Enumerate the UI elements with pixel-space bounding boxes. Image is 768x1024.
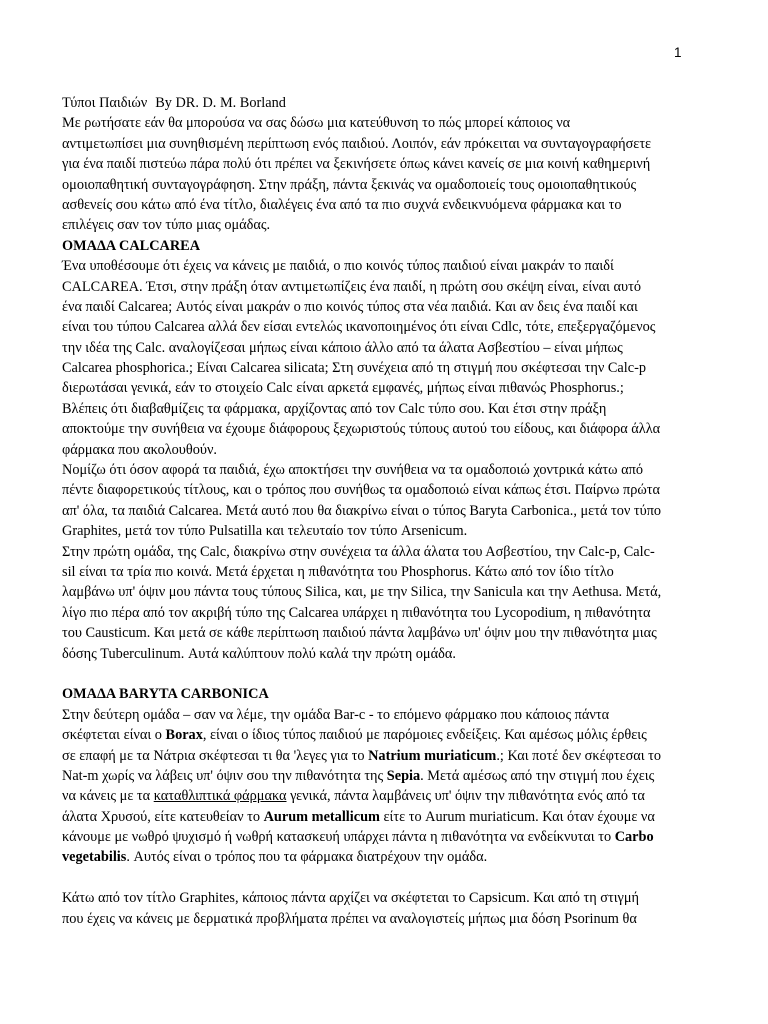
baryta-line: Nat-m χωρίς να λάβεις υπ' όψιν σου την πιθανότητα της Sepia. Μετά αμέσως από την στιγμή που έχεις <box>62 767 655 784</box>
calcarea-line: δόσης Tuberculinum. Αυτά καλύπτουν πολύ καλά την πρώτη ομάδα. <box>62 645 456 662</box>
baryta-line: να κάνεις με τα καταθλιπτικά φάρμακα γενικά, πάντα λαμβάνεις υπ' όψιν την πιθανότητα ενός από τα <box>62 788 645 805</box>
paragraph-gap <box>62 868 708 888</box>
calcarea-line: την ιδέα της Calc. αναλογίζεσαι μήπως είναι κάποιο άλλο από τα άλατα Ασβεστίου – είναι μήπως <box>62 339 623 356</box>
calcarea-heading: ΟΜΑΔΑ CALCAREA <box>62 237 201 254</box>
calcarea-line: sil είναι τα τρία πιο κοινά. Μετά έρχεται η πιθανότητα του Phosphorus. Κάτω από τον ίδιο τίτλο <box>62 563 614 580</box>
title-line <box>62 93 708 113</box>
calcarea-line: λίγο πιο πέρα από τον ακριβή τύπο της Calcarea υπάρχει η πιθανότητα του Lycopodium, η πιθανότητα <box>62 604 651 621</box>
intro-line: για ένα παιδί πιστεύω πάρα πολύ ότι πρέπει να ξεκινήσετε όπως κάνει κανείς σε μια κοινή καθημερινή <box>62 156 651 173</box>
calcarea-line: Στην πρώτη ομάδα, της Calc, διακρίνω στην συνέχεια τα άλλα άλατα του Ασβεστίου, την Calc-p, Calc- <box>62 543 655 560</box>
document-author: By DR. D. M. Borland <box>155 95 286 111</box>
intro-line: αντιμετωπίσει μια συνηθισμένη περίπτωση ενός παιδιού. Λοιπόν, εάν πρόκειται να συνταγογραφήσετε <box>62 135 652 152</box>
page-number: 1 <box>674 45 682 60</box>
baryta-heading: ΟΜΑΔΑ BARYTA CARBONICA <box>62 686 269 703</box>
baryta-line: σκέφτεται είναι ο Borax, είναι ο ίδιος τύπος παιδιού με παρόμοιες ενδείξεις. Και αμέσως μόλις έρθεις <box>62 727 647 744</box>
calcarea-line: αποκτούμε την συνήθεια να έχουμε διάφορους ξεχωριστούς τύπους αυτού του είδους, και διάφορα άλλα <box>62 421 661 438</box>
graphites-line: Κάτω από τον τίτλο Graphites, κάποιος πάντα αρχίζει να σκέφτεται το Capsicum. Και από τη στιγμή <box>62 890 639 907</box>
calcarea-line: ένα παιδί Calcarea; Αυτός είναι μακράν ο πιο κοινός τύπος στα νέα παιδιά. Και αν δεις ένα παιδί και <box>62 298 638 315</box>
calcarea-line: του Causticum. Και μετά σε κάθε περίπτωση παιδιού πάντα λαμβάνω υπ' όψιν μου την πιθανότητα μιας <box>62 625 657 642</box>
intro-line: ομοιοπαθητική συνταγογράφηση. Στην πράξη, πάντα ξεκινάς να ομαδοποιείς τους ομοιοπαθητικούς <box>62 176 637 193</box>
document-title: Τύποι Παιδιών <box>62 95 148 111</box>
calcarea-line: Νομίζω ότι όσον αφορά τα παιδιά, έχω αποκτήσει την συνήθεια να τα ομαδοποιώ χοντρικά κάτω από <box>62 462 643 479</box>
calcarea-line: διερωτάσαι γενικά, εάν το στοιχείο Calc είναι αρκετά εμφανές, μήπως είναι πιθανώς Phosphorus.; <box>62 380 624 397</box>
baryta-line: κάνουμε με νωθρό ψυχισμό ή νωθρή κατασκευή υπάρχει πάντα η πιθανότητα να ενδείκνυται το Carbo <box>62 829 654 846</box>
intro-line: Με ρωτήσατε εάν θα μπορούσα να σας δώσω μια κατεύθυνση το πώς μπορεί κάποιος να <box>62 115 571 132</box>
graphites-line: που έχεις να κάνεις με δερματικά προβλήματα πρέπει να αναλογιστείς μήπως μια δόση Psorinum θα <box>62 910 637 927</box>
calcarea-line: Graphites, μετά τον τύπο Pulsatilla και τελευταίο τον τύπο Arsenicum. <box>62 523 468 540</box>
paragraph-gap <box>62 664 708 684</box>
baryta-line: άλατα Χρυσού, είτε κατευθείαν το Aurum metallicum είτε το Aurum muriaticum. Και όταν έχουμε να <box>62 808 655 825</box>
baryta-line: vegetabilis. Αυτός είναι ο τρόπος που τα φάρμακα διατρέχουν την ομάδα. <box>62 849 488 866</box>
calcarea-line: Ένα υποθέσουμε ότι έχεις να κάνεις με παιδιά, ο πιο κοινός τύπος παιδιού είναι μακράν το παιδί <box>62 258 614 275</box>
intro-line: ασθενείς σου κάτω από ένα τίτλο, διαλέγεις ένα από τα πιο συχνά ενδεικνυόμενα φάρμακα και το <box>62 196 622 213</box>
document-body <box>62 93 708 929</box>
underlined-phrase: καταθλιπτικά φάρμακα <box>153 788 287 805</box>
calcarea-line: Βλέπεις ότι διαβαθμίζεις τα φάρμακα, αρχίζοντας από τον Calc τύπο σου. Και έτσι στην πράξη <box>62 400 607 417</box>
calcarea-line: φάρμακα που ακολουθούν. <box>62 441 217 458</box>
calcarea-line: λαμβάνω υπ' όψιν μου πάντα τους τύπους Silica, και, με την Silica, την Sanicula και την Aethusa. Μετά, <box>62 584 662 601</box>
calcarea-line: είναι του τύπου Calcarea αλλά δεν είσαι εντελώς ικανοποιημένος ότι είναι Cdlc, τότε, επεξεργαζόμενος <box>62 319 656 336</box>
baryta-line: Στην δεύτερη ομάδα – σαν να λέμε, την ομάδα Bar-c - το επόμενο φάρμακο που κάποιος πάντα <box>62 706 610 723</box>
calcarea-line: Calcarea phosphorica.; Είναι Calcarea silicata; Στη συνέχεια από τη στιγμή που σκέφτεσαι την Calc-p <box>62 360 646 377</box>
calcarea-line: απ' όλα, τα παιδιά Calcarea. Μετά αυτό που θα διακρίνω είναι ο τύπος Baryta Carbonica., μετά τον τύπο <box>62 502 662 519</box>
calcarea-line: πέντε διαφορετικούς τίτλους, και ο τρόπος που συνήθως τα ομαδοποιώ είναι κάπως έτσι. Παίρνω πρώτα <box>62 482 661 499</box>
baryta-line: σε επαφή με τα Νάτρια σκέφτεσαι τι θα 'λεγες για το Natrium muriaticum.; Και ποτέ δεν σκέφτεσαι το <box>62 747 662 764</box>
calcarea-line: CALCAREA. Έτσι, στην πράξη όταν αντιμετωπίζεις ένα παιδί, η πρώτη σου σκέψη είναι, είναι αυτό <box>62 278 642 295</box>
intro-line: επιλέγεις σαν τον τύπο μιας ομάδας. <box>62 217 271 234</box>
